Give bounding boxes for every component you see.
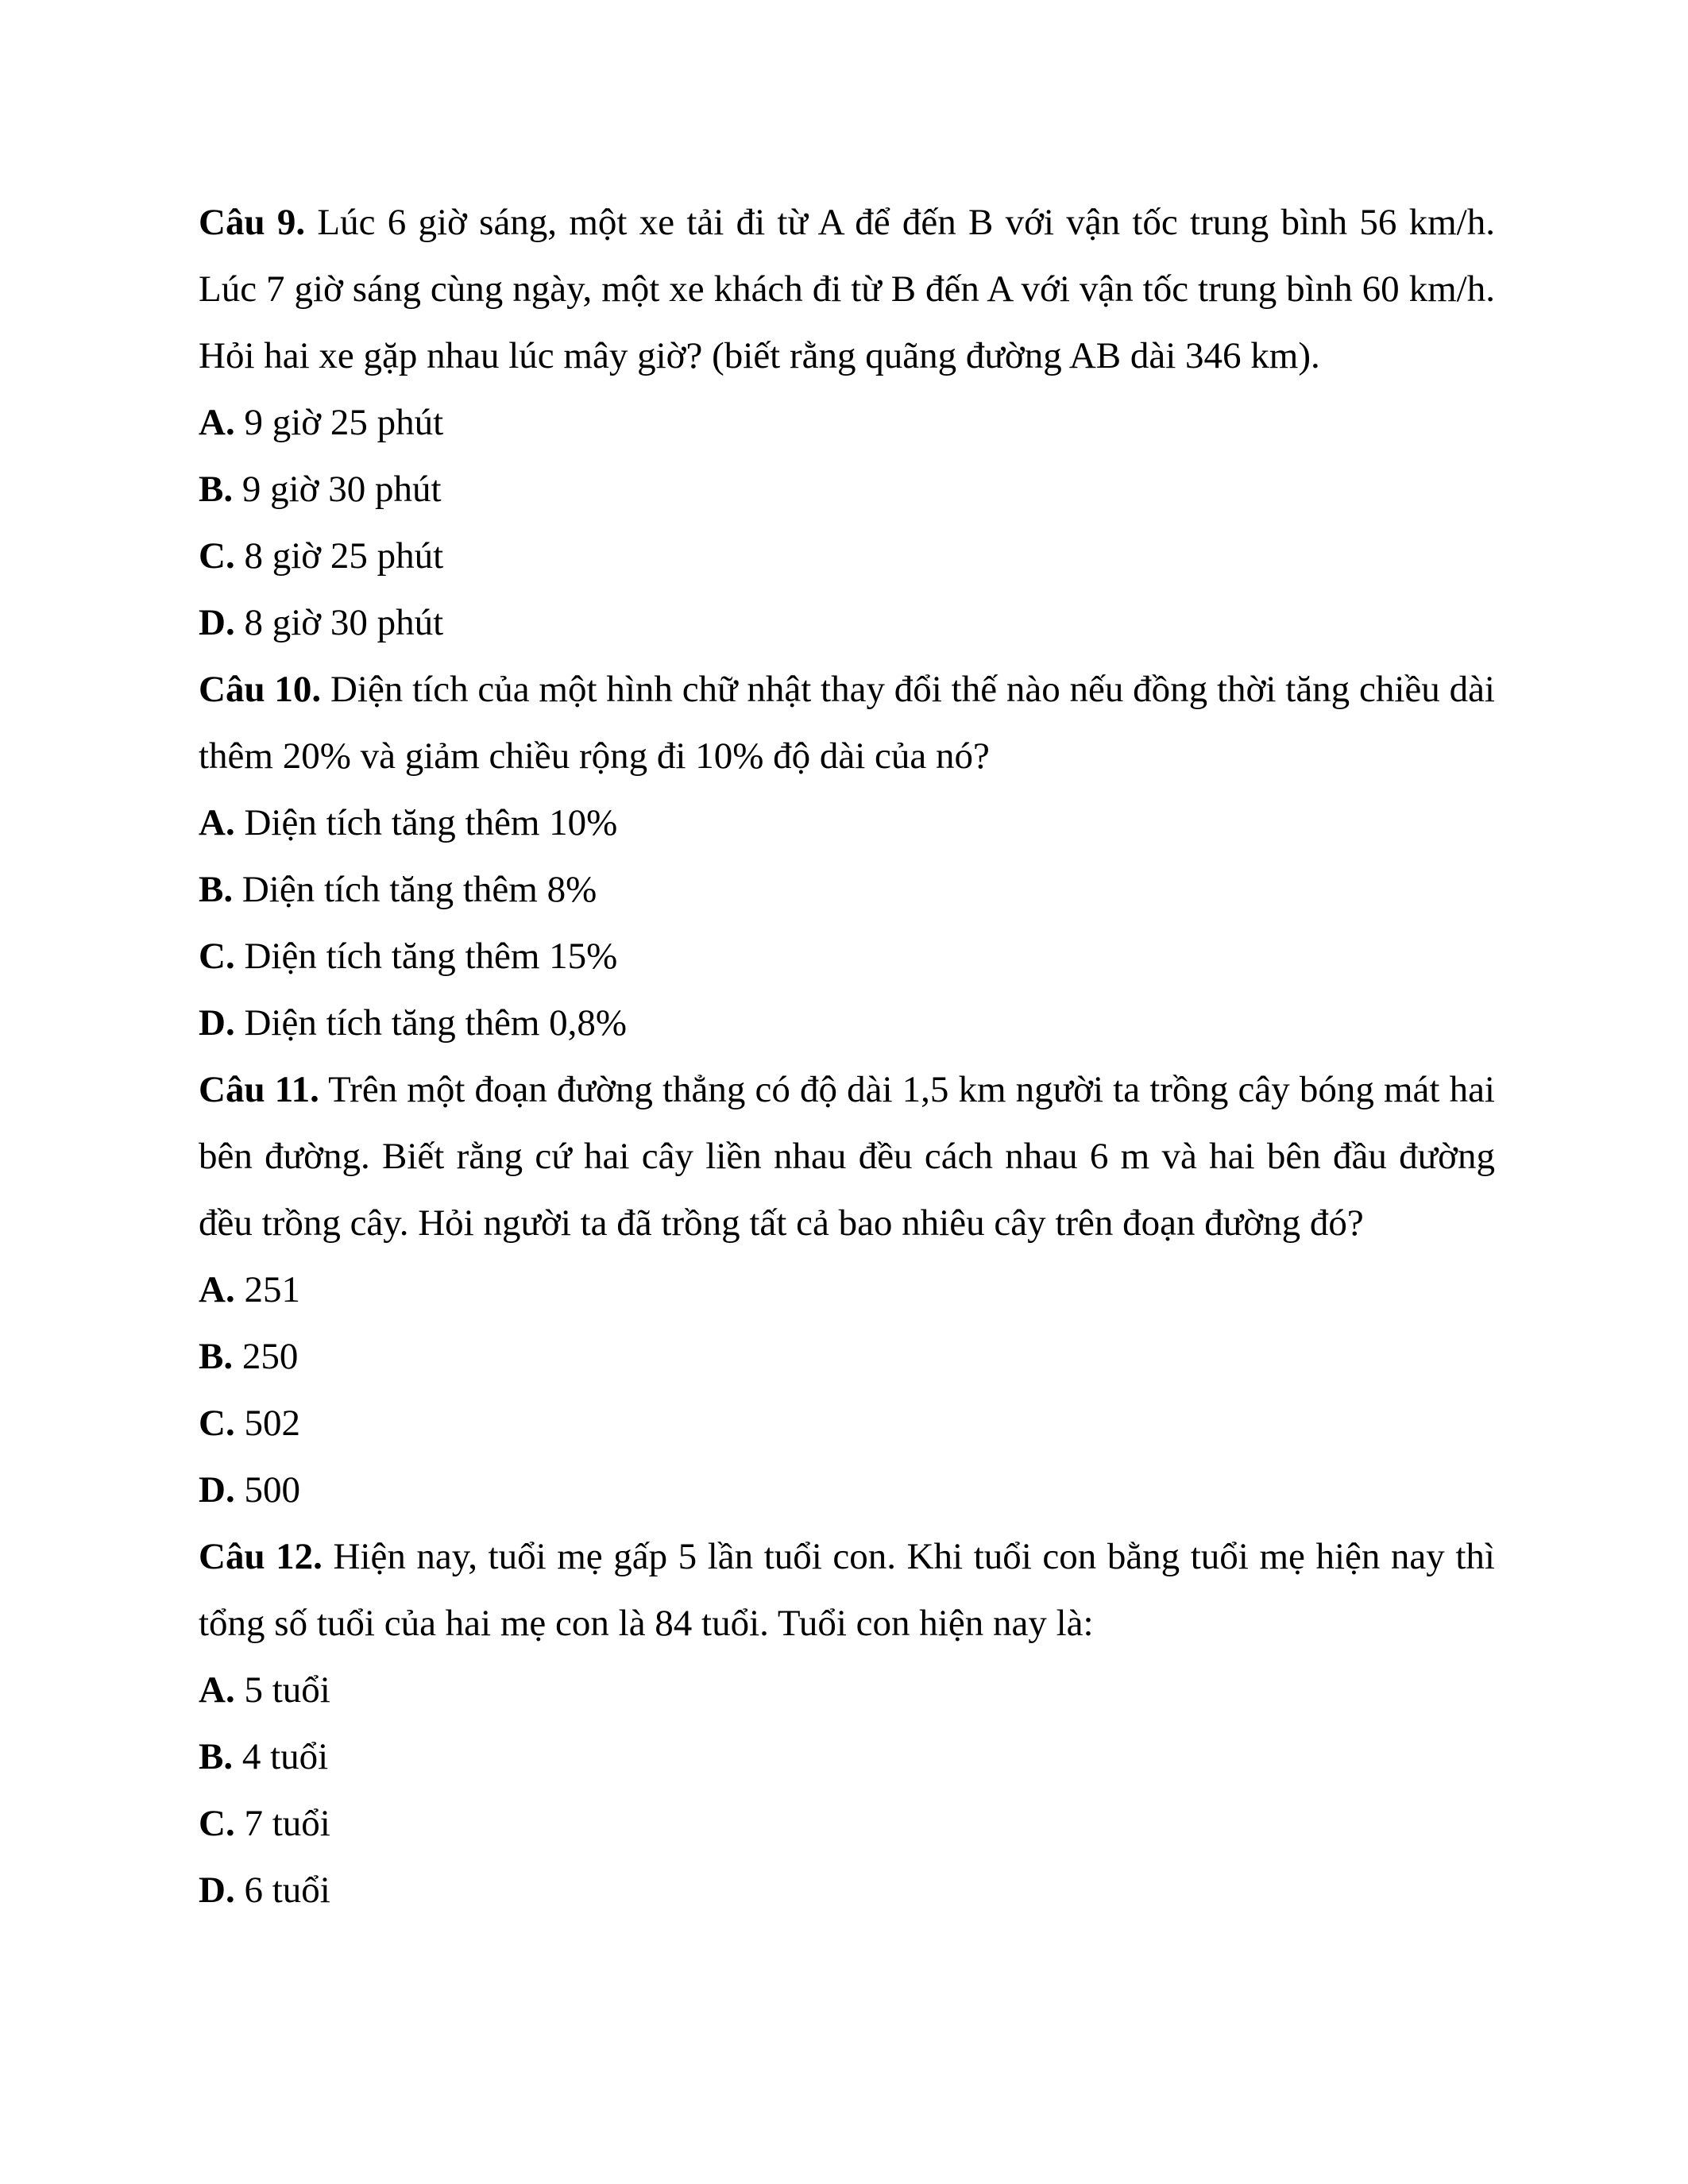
option-text: Diện tích tăng thêm 0,8%	[234, 1002, 628, 1044]
option-label: D.	[199, 1469, 235, 1511]
option-label: D.	[199, 602, 235, 643]
answer-option-c	[199, 1790, 1495, 1857]
question-11	[199, 1056, 1495, 1523]
option-text: Diện tích tăng thêm 8%	[233, 869, 597, 910]
option-label: C.	[199, 936, 235, 977]
answer-option-d	[199, 589, 1495, 656]
answer-option-d	[199, 990, 1495, 1056]
option-text: 7 tuổi	[234, 1803, 330, 1844]
option-label: B.	[199, 1736, 234, 1777]
option-text: 8 giờ 30 phút	[234, 602, 444, 643]
question-label: Câu 11.	[199, 1069, 319, 1110]
option-text: Diện tích tăng thêm 10%	[234, 802, 618, 843]
answer-option-a	[199, 1657, 1495, 1723]
option-text: 4 tuổi	[233, 1736, 329, 1777]
option-label: B.	[199, 869, 234, 910]
question-text: Hiện nay, tuổi mẹ gấp 5 lần tuổi con. Khi tuổi con bằng tuổi mẹ hiện nay thì tổng số tuổi của hai mẹ con là 84 tuổi. Tuổi con hiện nay là:	[199, 1536, 1495, 1644]
option-label: A.	[199, 802, 235, 843]
option-text: Diện tích tăng thêm 15%	[234, 936, 618, 977]
question-9	[199, 189, 1495, 656]
answer-option-b	[199, 1323, 1495, 1390]
answer-option-a	[199, 1256, 1495, 1323]
option-text: 8 giờ 25 phút	[234, 535, 444, 577]
question-label: Câu 10.	[199, 669, 322, 710]
option-text: 500	[234, 1469, 300, 1511]
question-text: Lúc 6 giờ sáng, một xe tải đi từ A để đến B với vận tốc trung bình 56 km/h. Lúc 7 giờ sáng cùng ngày, một xe khách đi từ B đến A với vận tốc trung bình 60 km/h. Hỏi hai xe gặp nhau lúc mây giờ? (biết rằng quãng đường AB dài 346 km).	[199, 202, 1495, 376]
option-label: B.	[199, 469, 234, 510]
answer-option-d	[199, 1457, 1495, 1523]
option-label: B.	[199, 1336, 234, 1377]
option-label: D.	[199, 1002, 235, 1044]
question-label: Câu 9.	[199, 202, 306, 243]
question-text: Trên một đoạn đường thẳng có độ dài 1,5 km người ta trồng cây bóng mát hai bên đường. Biết rằng cứ hai cây liền nhau đều cách nhau 6 m và hai bên đầu đường đều trồng cây. Hỏi người ta đã trồng tất cả bao nhiêu cây trên đoạn đường đó?	[199, 1069, 1495, 1244]
option-label: A.	[199, 1669, 235, 1711]
option-label: A.	[199, 402, 235, 443]
option-label: C.	[199, 1403, 235, 1444]
option-text: 250	[233, 1336, 299, 1377]
answer-option-b	[199, 456, 1495, 523]
question-12	[199, 1523, 1495, 1924]
option-label: C.	[199, 1803, 235, 1844]
option-text: 251	[234, 1269, 300, 1310]
question-text: Diện tích của một hình chữ nhật thay đổi thế nào nếu đồng thời tăng chiều dài thêm 20% và giảm chiều rộng đi 10% độ dài của nó?	[199, 669, 1495, 777]
answer-option-c	[199, 923, 1495, 990]
question-label: Câu 12.	[199, 1536, 323, 1577]
option-label: D.	[199, 1870, 235, 1911]
question-stem	[199, 1523, 1495, 1657]
question-list	[199, 189, 1495, 1924]
answer-option-b	[199, 1723, 1495, 1790]
answer-option-c	[199, 523, 1495, 589]
option-text: 5 tuổi	[234, 1669, 330, 1711]
question-stem	[199, 656, 1495, 789]
question-10	[199, 656, 1495, 1056]
question-stem	[199, 189, 1495, 389]
option-text: 502	[234, 1403, 300, 1444]
answer-option-a	[199, 389, 1495, 456]
question-stem	[199, 1056, 1495, 1256]
answer-option-c	[199, 1390, 1495, 1457]
answer-option-a	[199, 789, 1495, 856]
option-text: 9 giờ 30 phút	[233, 469, 442, 510]
option-label: A.	[199, 1269, 235, 1310]
option-label: C.	[199, 535, 235, 577]
option-text: 6 tuổi	[234, 1870, 330, 1911]
answer-option-b	[199, 856, 1495, 923]
option-text: 9 giờ 25 phút	[234, 402, 444, 443]
answer-option-d	[199, 1857, 1495, 1924]
